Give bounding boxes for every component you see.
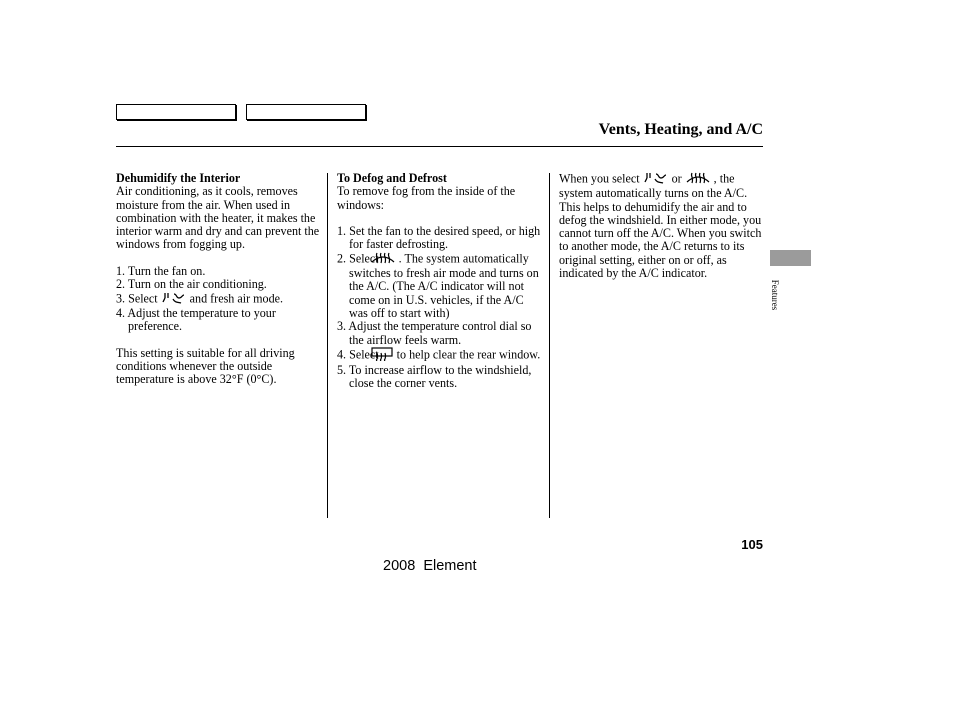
nav-box-2[interactable]: [246, 104, 366, 120]
dehumidify-step-2: 2. Turn on the air conditioning.: [116, 277, 267, 292]
column-dehumidify: [116, 172, 322, 387]
windshield-defrost-icon: [383, 252, 395, 267]
dehumidify-step-3-b: and fresh air mode.: [189, 291, 284, 306]
defog-intro: To remove fog from the inside of the windows:: [337, 184, 516, 212]
floor-defrost-mode-icon: [162, 292, 186, 307]
column-divider-1: [327, 173, 328, 518]
rear-defroster-icon: [383, 347, 393, 364]
defog-heading: To Defog and Defrost: [337, 171, 447, 185]
windshield-defrost-icon: [686, 172, 710, 187]
dehumidify-note: This setting is suitable for all driving conditions whenever the outside temperature is above 32°F (0°C).: [116, 345, 295, 387]
footer-model: 2008 Element: [383, 558, 477, 574]
defog-step-4-a: 4. Select: [337, 347, 379, 362]
defog-step-1: 1. Set the fan to the desired speed, or high for faster defrosting.: [337, 224, 541, 252]
dehumidify-intro: Air conditioning, as it cools, removes moisture from the air. When used in combination with the heater, it makes the interior warm and dry and can prevent the windows from fogging up.: [116, 184, 320, 252]
dehumidify-step-3: [116, 292, 322, 307]
dehumidify-heading: Dehumidify the Interior: [116, 171, 241, 185]
column-note: [559, 172, 764, 280]
nav-box-1[interactable]: [116, 104, 236, 120]
section-label-text: Features: [770, 279, 780, 311]
section-tab[interactable]: [770, 250, 811, 266]
floor-defrost-mode-icon: [644, 172, 668, 187]
column-divider-2: [549, 173, 550, 518]
defog-step-2-b: . The system automatically switches to fresh air mode and turns on the A/C. (The A/C indicator will not come on in U.S. vehicles, if the A/C was off to start with): [349, 251, 539, 320]
page-number: 105: [741, 537, 763, 552]
section-label: [768, 270, 782, 320]
defog-step-4: [337, 347, 543, 364]
defog-step-5: 5. To increase airflow to the windshield, close the corner vents.: [337, 363, 532, 391]
dehumidify-step-4: 4. Adjust the temperature to your preference.: [116, 305, 276, 334]
column-defog: [337, 172, 543, 391]
note-text-comma: ,: [713, 171, 717, 186]
defog-step-3: 3. Adjust the temperature control dial so the airflow feels warm.: [337, 319, 532, 347]
defog-step-2: [337, 252, 543, 320]
dehumidify-step-3-a: 3. Select: [116, 291, 158, 306]
note-text-or: or: [671, 171, 682, 186]
header-rule: [116, 146, 763, 147]
note-text-a: When you select: [559, 171, 640, 186]
note-paragraph: [559, 172, 764, 280]
dehumidify-step-1: 1. Turn the fan on.: [116, 264, 206, 279]
defog-step-4-b: to help clear the rear window.: [396, 347, 541, 362]
page-title: Vents, Heating, and A/C: [598, 121, 763, 138]
note-text-b: the system automatically turns on the A/C. This helps to dehumidify the air and to defog the windshield. In either mode, you cannot turn off the A/C. When you switch to another mode, the A/C returns to its original setting, either on or off, as indicated by the A/C indicator.: [559, 171, 762, 281]
defog-step-2-a: 2. Select: [337, 251, 379, 266]
